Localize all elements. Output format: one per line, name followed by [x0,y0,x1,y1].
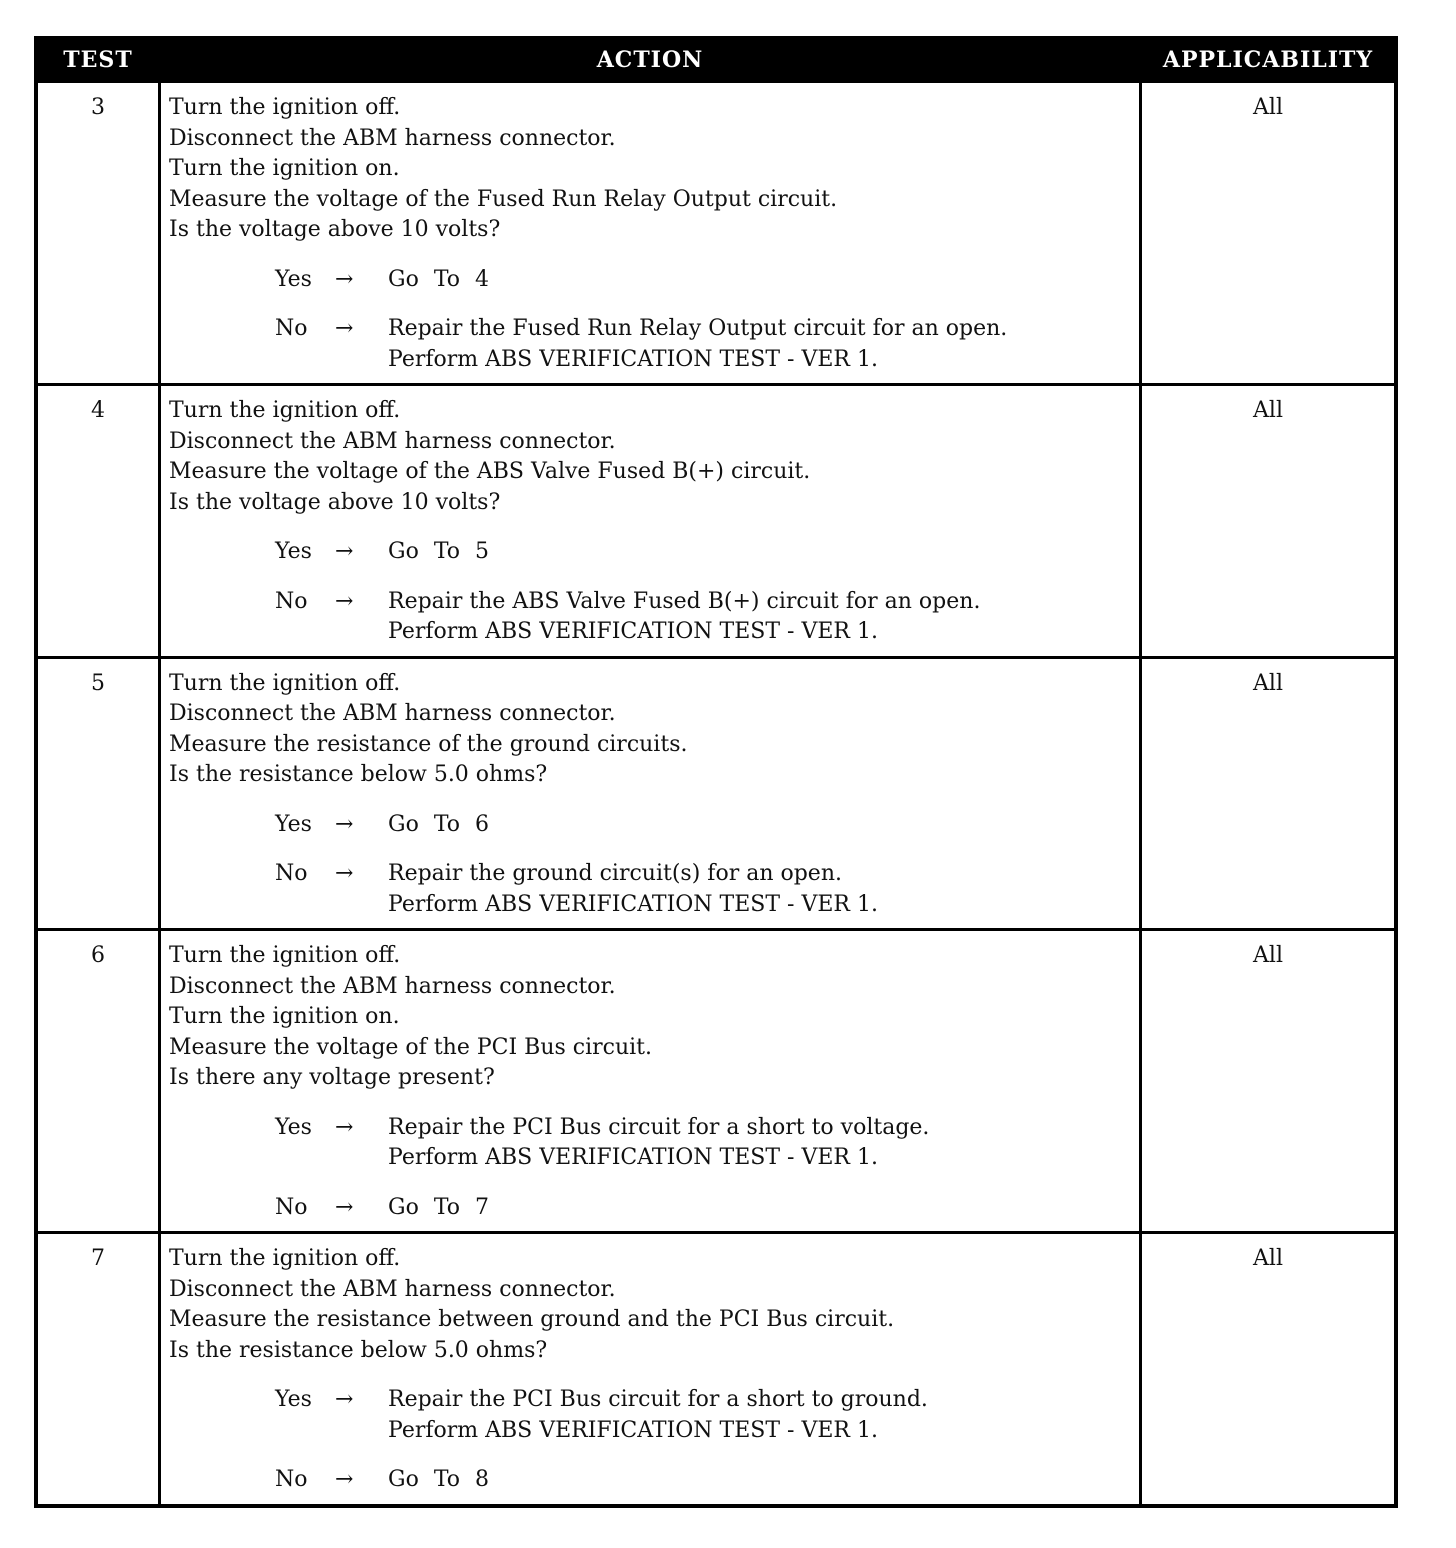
no-label: No [275,1194,308,1220]
response-text [388,1465,489,1496]
no-response [275,1465,1139,1496]
step-line: Disconnect the ABM harness connector. [169,973,616,999]
table-row [38,928,1394,1231]
step-line: Measure the voltage of the Fused Run Relay Output circuit. [169,186,838,212]
action-cell [158,83,1142,383]
step-line: Disconnect the ABM harness connector. [169,125,616,151]
yes-response [275,1385,1139,1446]
step-line: Turn the ignition on. [169,156,400,181]
step-line: Is the resistance below 5.0 ohms? [169,1337,548,1363]
applicability-cell: All [1253,1246,1283,1271]
response-line: Perform ABS VERIFICATION TEST - VER 1. [388,1417,878,1443]
yes-response [275,1113,1139,1174]
yes-response [275,537,1139,568]
table-row [38,1231,1394,1504]
response-line: Go To 4 [388,266,490,292]
test-number: 7 [91,1246,105,1271]
step-line: Measure the resistance of the ground circuits. [169,731,688,757]
no-response [275,314,1139,375]
action-cell [158,386,1142,656]
arrow-icon: → [335,266,354,292]
diagnostic-test-table [34,36,1398,1508]
response-text [388,1193,489,1224]
applicability-cell: All [1253,95,1283,120]
step-line: Turn the ignition on. [169,1004,400,1029]
response-line: Go To 6 [388,811,490,837]
applicability-cell: All [1253,670,1283,696]
no-label: No [275,316,308,341]
arrow-icon: → [335,811,354,837]
yes-label: Yes [275,539,312,564]
applicability-cell: All [1253,398,1283,423]
no-label: No [275,1467,308,1492]
response-text [388,265,489,296]
step-line: Is the voltage above 10 volts? [169,489,501,515]
table-row [38,383,1394,656]
step-line: Measure the voltage of the PCI Bus circuit. [169,1034,653,1060]
response-line: Perform ABS VERIFICATION TEST - VER 1. [388,619,878,644]
no-label: No [275,588,308,614]
step-line: Disconnect the ABM harness connector. [169,428,616,454]
arrow-icon: → [335,316,354,341]
response-line: Repair the Fused Run Relay Output circuit for an open. [388,316,1008,341]
step-line: Is there any voltage present? [169,1065,495,1090]
header-applicability: APPLICABILITY [1162,47,1374,73]
table-row [38,80,1394,383]
action-cell [158,931,1142,1231]
action-cell [158,659,1142,929]
action-cell [158,1234,1142,1504]
header-test: TEST [63,47,133,73]
response-line: Perform ABS VERIFICATION TEST - VER 1. [388,346,878,372]
no-label: No [275,861,308,886]
yes-label: Yes [275,811,312,837]
arrow-icon: → [335,1467,354,1492]
yes-label: Yes [275,266,312,292]
header-action: ACTION [596,47,704,73]
response-line: Go To 5 [388,539,490,564]
response-text [388,1113,929,1174]
yes-label: Yes [275,1114,312,1140]
response-text [388,1385,928,1446]
yes-label: Yes [275,1387,312,1412]
step-line: Turn the ignition off. [169,670,401,696]
response-text [388,859,878,920]
yes-response [275,810,1139,841]
applicability-cell: All [1253,943,1283,968]
response-text [388,537,489,568]
table-row [38,656,1394,929]
response-line: Repair the PCI Bus circuit for a short to ground. [388,1387,928,1412]
step-line: Turn the ignition off. [169,943,401,968]
response-line: Go To 7 [388,1194,490,1220]
arrow-icon: → [335,1194,354,1220]
response-line: Perform ABS VERIFICATION TEST - VER 1. [388,1145,878,1170]
response-line: Go To 8 [388,1467,490,1492]
response-text [388,314,1007,375]
step-line: Measure the voltage of the ABS Valve Fused B(+) circuit. [169,459,811,484]
step-line: Measure the resistance between ground and the PCI Bus circuit. [169,1307,895,1332]
response-line: Perform ABS VERIFICATION TEST - VER 1. [388,891,878,917]
arrow-icon: → [335,1114,354,1140]
step-line: Disconnect the ABM harness connector. [169,1276,616,1302]
arrow-icon: → [335,539,354,564]
yes-response [275,265,1139,296]
arrow-icon: → [335,588,354,614]
no-response [275,1193,1139,1224]
arrow-icon: → [335,861,354,886]
no-response [275,859,1139,920]
step-line: Is the voltage above 10 volts? [169,217,501,242]
table-header [38,40,1394,80]
response-text [388,810,489,841]
test-number: 6 [91,943,105,968]
response-text [388,587,980,648]
test-number: 4 [91,398,105,423]
test-number: 5 [91,670,105,696]
no-response [275,587,1139,648]
response-line: Repair the ABS Valve Fused B(+) circuit for an open. [388,588,981,614]
step-line: Is the resistance below 5.0 ohms? [169,762,548,787]
response-line: Repair the PCI Bus circuit for a short to voltage. [388,1114,930,1140]
step-line: Turn the ignition off. [169,95,401,120]
test-number: 3 [91,95,105,120]
response-line: Repair the ground circuit(s) for an open. [388,861,842,886]
step-line: Turn the ignition off. [169,1246,401,1271]
step-line: Disconnect the ABM harness connector. [169,701,616,726]
arrow-icon: → [335,1387,354,1412]
step-line: Turn the ignition off. [169,398,401,423]
